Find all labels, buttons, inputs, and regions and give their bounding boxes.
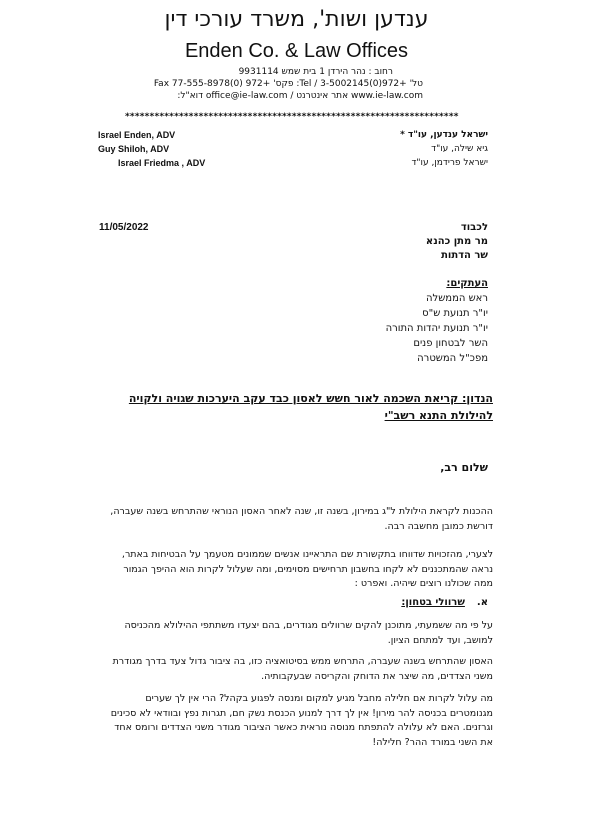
lawyer-en-1: Israel Enden, ADV: [98, 130, 176, 140]
section-heading: [401, 597, 488, 608]
cc-item: יו"ר תנועת יהדות התורה: [385, 323, 488, 334]
section-number: א.: [476, 597, 488, 608]
letter-date: 11/05/2022: [99, 222, 149, 233]
letterhead-divider: ********************************************************************: [125, 112, 459, 122]
addressee-line-1: לכבוד: [460, 222, 488, 233]
greeting: שלום רב,: [440, 461, 488, 474]
addressee-line-2: מר מתן כהנא: [425, 236, 488, 247]
letterhead-name-english: Enden Co. & Law Offices: [184, 40, 409, 62]
paragraph-concern: לצערי, מהזכויות שדווחו בתקשורת שם התראיינו אנשים שממונים מטעמך על הבטיחות באתר, נראה שהמתכננים לא לקחו בחשבון תרחישים מסוימים, ומה שעלול לקרות הוא ההיפך הגמור ממה שכולנו רוצים שיהיה. ואפרט :: [121, 549, 493, 589]
cc-item: ראש הממשלה: [425, 293, 488, 304]
lawyer-he-2: גיא שילה, עו"ד: [431, 144, 488, 154]
paragraph-risk: מה עלול לקרות אם חלילה מחבל מגיע למקום ומנסה לפגוע בקהל? הרי אין לך שערים מגנומטרים בכניסה להר מירון! אין לך דרך למנוע הכנסת נשק חם, תגרות נפץ ובוודאי לא סכינים וגרזנים. האם לא עלולה להתפתח מנוסה נוראית כאשר הציבור מגודר משני הצדדים ורומס אחד את השני במורד ההר? חלילה!: [110, 693, 493, 748]
letterhead-phones: טל' +972(0)3-5002145 / Tel: פקס' +972 (0)77-555-8978 Fax: [153, 79, 423, 89]
letterhead-address: רחוב : נהר הירדן 1 בית שמש 9931114: [238, 67, 393, 77]
paragraph-intro: ההכנות לקראת הילולת ל"ג במירון, בשנה זו, שנה לאחר האסון הנוראי שהתרחש בשנה שעברה, דורשת כמובן מחשבה רבה.: [110, 506, 493, 532]
paragraph-sleeves: על פי מה ששמעתי, מתוכנן להקים שרוולים מגודרים, בהם יצעדו משתתפי ההילולא מהכניסה למושב, ועד למתחם הציון.: [124, 620, 493, 646]
cc-heading: העתקים:: [446, 278, 488, 289]
lawyer-he-1: ישראל ענדען, עו"ד *: [400, 130, 488, 140]
lawyer-he-3: ישראל פרידמן, עו"ד: [411, 158, 488, 168]
lawyer-en-2: Guy Shiloh, ADV: [98, 144, 170, 154]
letter-subject: הנדון: קריאת השכמה לאור חשש לאסון כבד עקב היערכות שגויה ולקויה להילולת התנא רשב"י: [128, 392, 493, 422]
cc-item: השר לבטחון פנים: [413, 338, 488, 349]
cc-item: יו"ר תנועת ש"ס: [422, 308, 488, 319]
cc-item: מפכ"ל המשטרה: [417, 353, 488, 364]
letterhead-web-email: www.ie-law.com אתר אינטרנט / office@ie-law.com דוא"ל:: [177, 91, 423, 101]
addressee-line-3: שר הדתות: [441, 250, 488, 261]
letterhead-name-hebrew: ענדען ושות', משרד עורכי דין: [164, 7, 429, 32]
lawyer-en-3: Israel Friedma , ADV: [118, 158, 206, 168]
section-label: שרוולי בטחון:: [401, 597, 465, 608]
paragraph-last-year: האסון שהתרחש בשנה שעברה, התרחש ממש בסיטואציה כזו, בה ציבור גדול צעד בדרך מגודרת משני הצדדים, מה שיצר את הדוחק והקריסה שבעקבותיה.: [112, 656, 493, 682]
